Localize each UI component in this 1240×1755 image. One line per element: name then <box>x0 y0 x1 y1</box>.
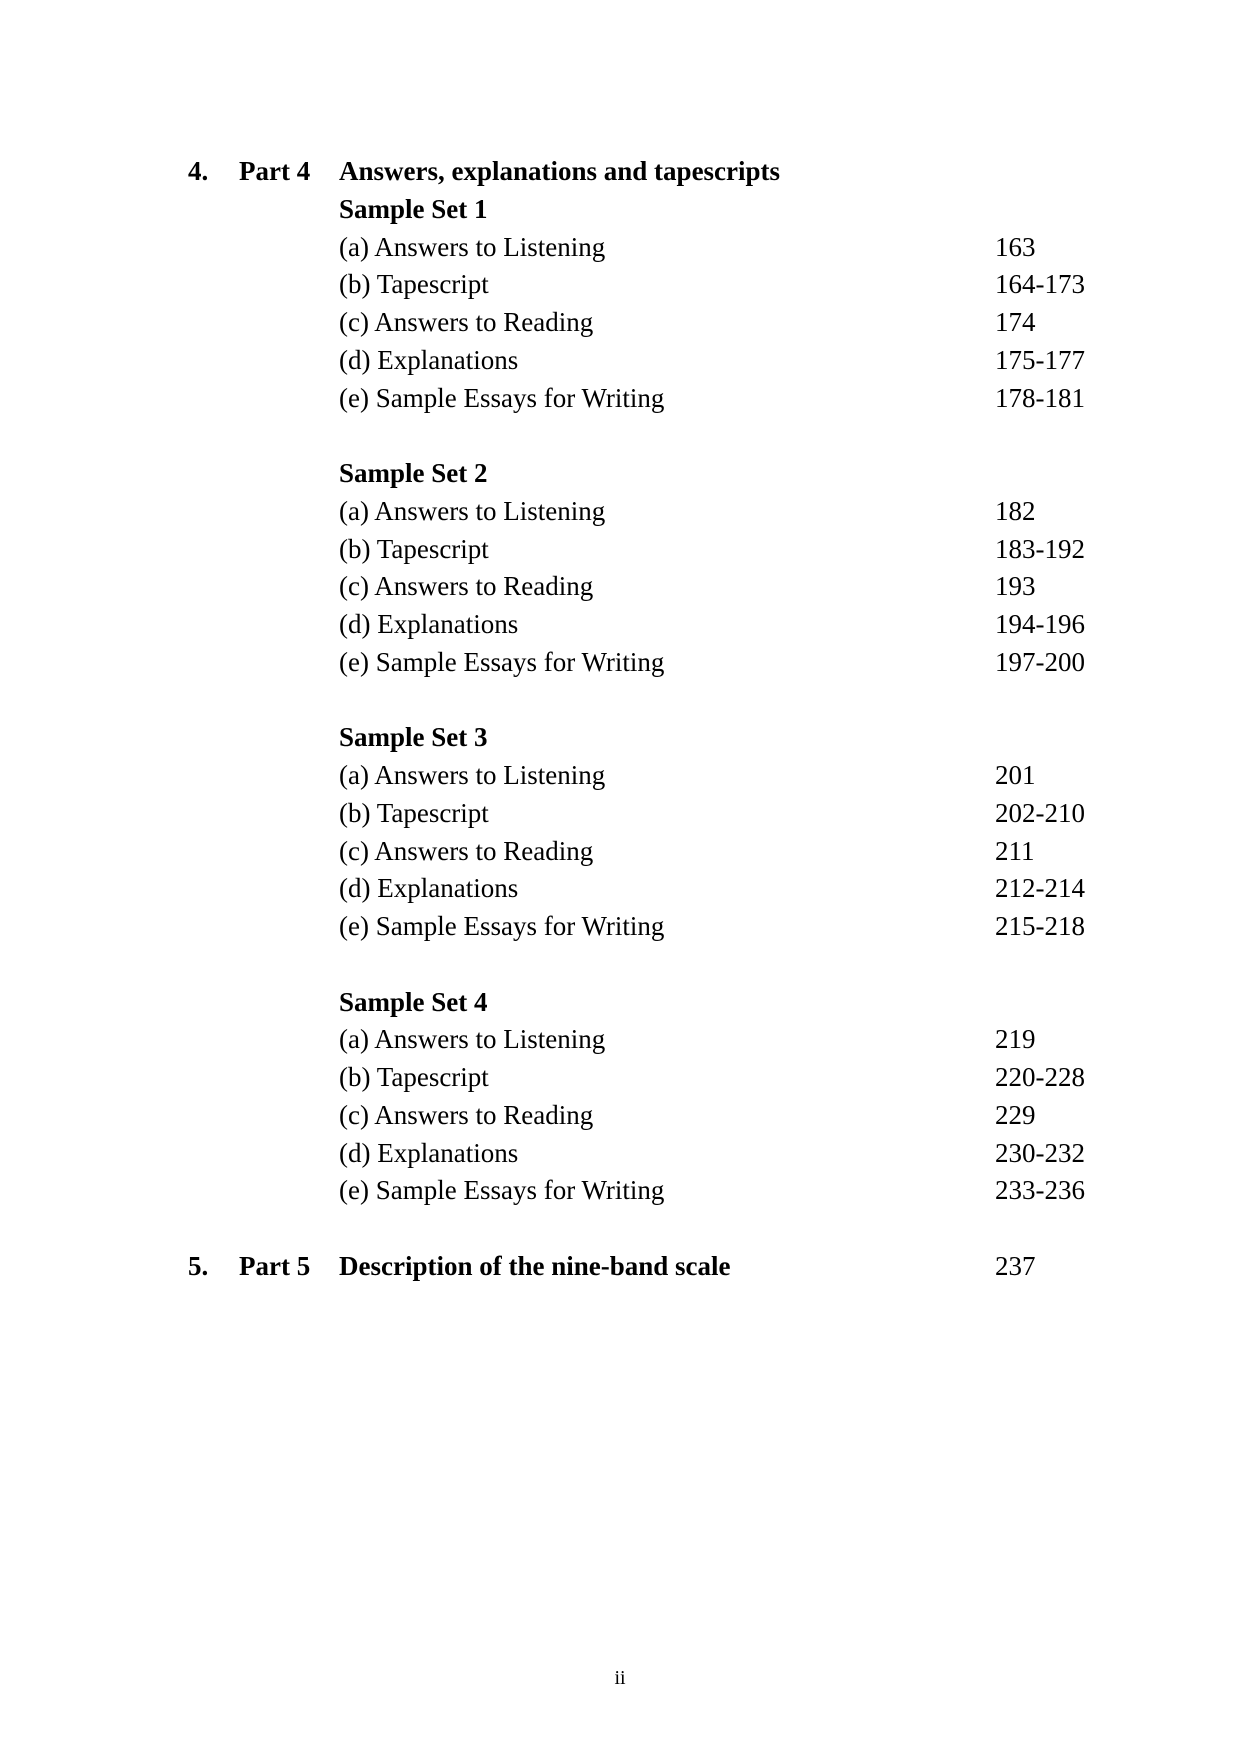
sample-set-heading <box>0 718 1240 756</box>
toc-entry <box>0 1020 1240 1058</box>
entry-label: (e) Sample Essays for Writing <box>339 911 665 941</box>
entry-label: (c) Answers to Reading <box>339 571 594 602</box>
entry-label: (e) Sample Essays for Writing <box>339 1175 665 1206</box>
toc-entry <box>0 1134 1240 1172</box>
page-reference: 229 <box>995 1099 1036 1130</box>
page-reference: 182 <box>995 495 1036 526</box>
page-reference: 211 <box>995 835 1035 866</box>
page-reference: 194-196 <box>995 609 1085 639</box>
entry-label: (e) Sample Essays for Writing <box>339 646 665 677</box>
page-reference: 175-177 <box>995 344 1085 375</box>
entry-label: (b) Tapescript <box>339 1062 489 1092</box>
part-number: 4. <box>188 156 209 186</box>
part-heading <box>0 152 1240 190</box>
entry-label: (b) Tapescript <box>339 797 489 828</box>
entry-label: (a) Answers to Listening <box>339 231 606 262</box>
sample-set-title: Sample Set 1 <box>339 193 488 224</box>
page-reference: 163 <box>995 231 1036 262</box>
page-reference: 212-214 <box>995 873 1085 904</box>
sample-set-heading <box>0 983 1240 1021</box>
entry-label: (e) Sample Essays for Writing <box>339 382 665 413</box>
page-reference: 230-232 <box>995 1137 1085 1168</box>
part-title: Description of the nine-band scale <box>339 1250 731 1281</box>
toc-entry <box>0 907 1240 945</box>
entry-label: (a) Answers to Listening <box>339 1024 606 1055</box>
part-number: 5. <box>188 1250 209 1281</box>
sample-set-title: Sample Set 2 <box>339 458 488 488</box>
page-reference: 174 <box>995 307 1036 337</box>
toc-entry <box>0 1171 1240 1209</box>
part-label: Part 5 <box>239 1250 311 1281</box>
entry-label: (d) Explanations <box>339 609 519 639</box>
toc-entry <box>0 492 1240 530</box>
page-reference: 233-236 <box>995 1175 1085 1206</box>
page-reference: 215-218 <box>995 911 1085 941</box>
toc-entry <box>0 530 1240 568</box>
page-reference: 164-173 <box>995 269 1085 300</box>
toc-entry <box>0 832 1240 870</box>
page-reference: 202-210 <box>995 797 1085 828</box>
page-reference: 201 <box>995 760 1036 790</box>
part-label: Part 4 <box>239 156 311 186</box>
page-reference: 237 <box>995 1250 1036 1281</box>
toc-entry <box>0 341 1240 379</box>
entry-label: (a) Answers to Listening <box>339 495 606 526</box>
page-reference: 220-228 <box>995 1062 1085 1092</box>
toc-entry <box>0 265 1240 303</box>
entry-label: (d) Explanations <box>339 344 519 375</box>
toc-entry <box>0 379 1240 417</box>
entry-label: (c) Answers to Reading <box>339 307 594 337</box>
toc-entry <box>0 756 1240 794</box>
sample-set-heading <box>0 190 1240 228</box>
toc-entry <box>0 567 1240 605</box>
part-heading <box>0 1247 1240 1285</box>
toc-entry <box>0 1058 1240 1096</box>
toc-entry <box>0 605 1240 643</box>
page-reference: 219 <box>995 1024 1036 1055</box>
toc-entry <box>0 303 1240 341</box>
toc-entry <box>0 643 1240 681</box>
entry-label: (d) Explanations <box>339 1137 519 1168</box>
toc-entry <box>0 1096 1240 1134</box>
part-title: Answers, explanations and tapescripts <box>339 156 781 186</box>
page-reference: 197-200 <box>995 646 1085 677</box>
sample-set-title: Sample Set 3 <box>339 722 488 753</box>
entry-label: (d) Explanations <box>339 873 519 904</box>
page-reference: 193 <box>995 571 1036 602</box>
entry-label: (c) Answers to Reading <box>339 835 594 866</box>
toc-entry <box>0 794 1240 832</box>
entry-label: (b) Tapescript <box>339 533 489 564</box>
page-number: ii <box>614 1667 626 1689</box>
toc-entry <box>0 869 1240 907</box>
toc-entry <box>0 228 1240 266</box>
entry-label: (a) Answers to Listening <box>339 760 606 790</box>
sample-set-title: Sample Set 4 <box>339 986 488 1017</box>
page-reference: 183-192 <box>995 533 1085 564</box>
entry-label: (b) Tapescript <box>339 269 489 300</box>
entry-label: (c) Answers to Reading <box>339 1099 594 1130</box>
page-reference: 178-181 <box>995 382 1085 413</box>
sample-set-heading <box>0 454 1240 492</box>
